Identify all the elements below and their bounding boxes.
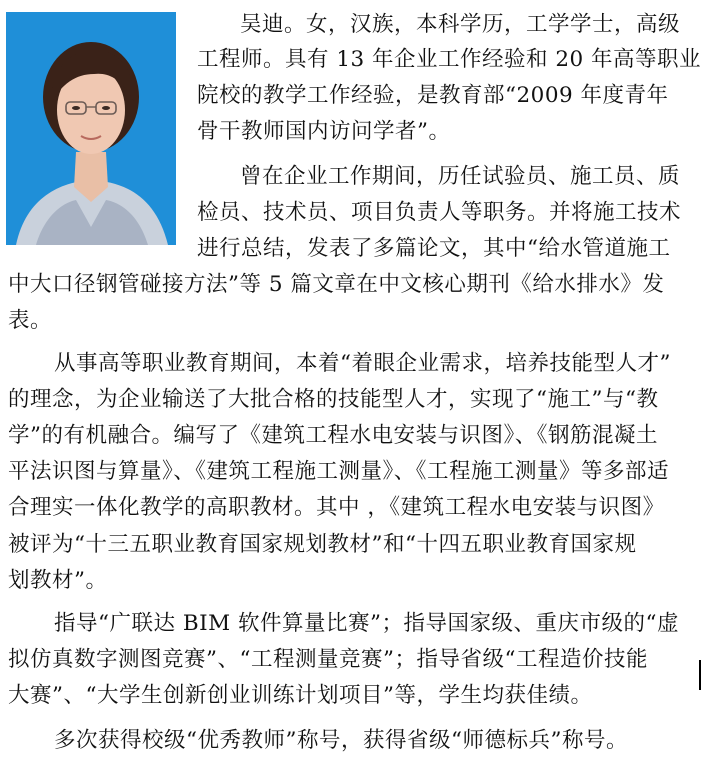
text-line-10: 从事高等职业教育期间，本着“着眼企业需求，培养技能型人才”	[54, 351, 671, 376]
text-line-7: 进行总结，发表了多篇论文，其中“给水管道施工	[197, 236, 671, 261]
text-line-16: 划教材”。	[8, 568, 108, 593]
text-line-20: 多次获得校级“优秀教师”称号，获得省级“师德标兵”称号。	[54, 728, 628, 753]
text-line-5: 曾在企业工作期间，历任试验员、施工员、质	[240, 164, 681, 189]
text-line-3: 院校的教学工作经验，是教育部“2009 年度青年	[197, 83, 669, 108]
text-line-18: 拟仿真数字测图竞赛”、“工程测量竞赛”；指导省级“工程造价技能	[8, 647, 648, 672]
text-line-4: 骨干教师国内访问学者”。	[197, 119, 451, 144]
portrait-photo	[6, 12, 176, 245]
text-line-6: 检员、技术员、项目负责人等职务。并将施工技术	[197, 200, 682, 225]
text-line-8: 中大口径钢管碰接方法”等 5 篇文章在中文核心期刊《给水排水》发	[8, 272, 665, 297]
text-line-13: 平法识图与算量》、《建筑工程施工测量》、《工程施工测量》等多部适	[8, 459, 670, 484]
text-line-17: 指导“广联达 BIM 软件算量比赛”；指导国家级、重庆市级的“虚	[54, 611, 679, 636]
text-line-12: 学”的有机融合。编写了《建筑工程水电安装与识图》、《钢筋混凝土	[8, 423, 658, 448]
text-line-14: 合理实一体化教学的高职教材。其中 ，《建筑工程水电安装与识图》	[8, 495, 665, 520]
text-line-15: 被评为“十三五职业教育国家规划教材”和“十四五职业教育国家规	[8, 532, 637, 557]
text-line-9: 表。	[8, 308, 53, 333]
text-line-11: 的理念，为企业输送了大批合格的技能型人才，实现了“施工”与“教	[8, 387, 659, 412]
text-line-19: 大赛”、“大学生创新创业训练计划项目”等，学生均获佳绩。	[8, 683, 593, 708]
text-line-1: 吴迪。女，汉族，本科学历，工学学士，高级	[240, 12, 681, 37]
text-cursor	[699, 660, 701, 690]
text-line-2: 工程师。具有 13 年企业工作经验和 20 年高等职业	[197, 47, 702, 72]
